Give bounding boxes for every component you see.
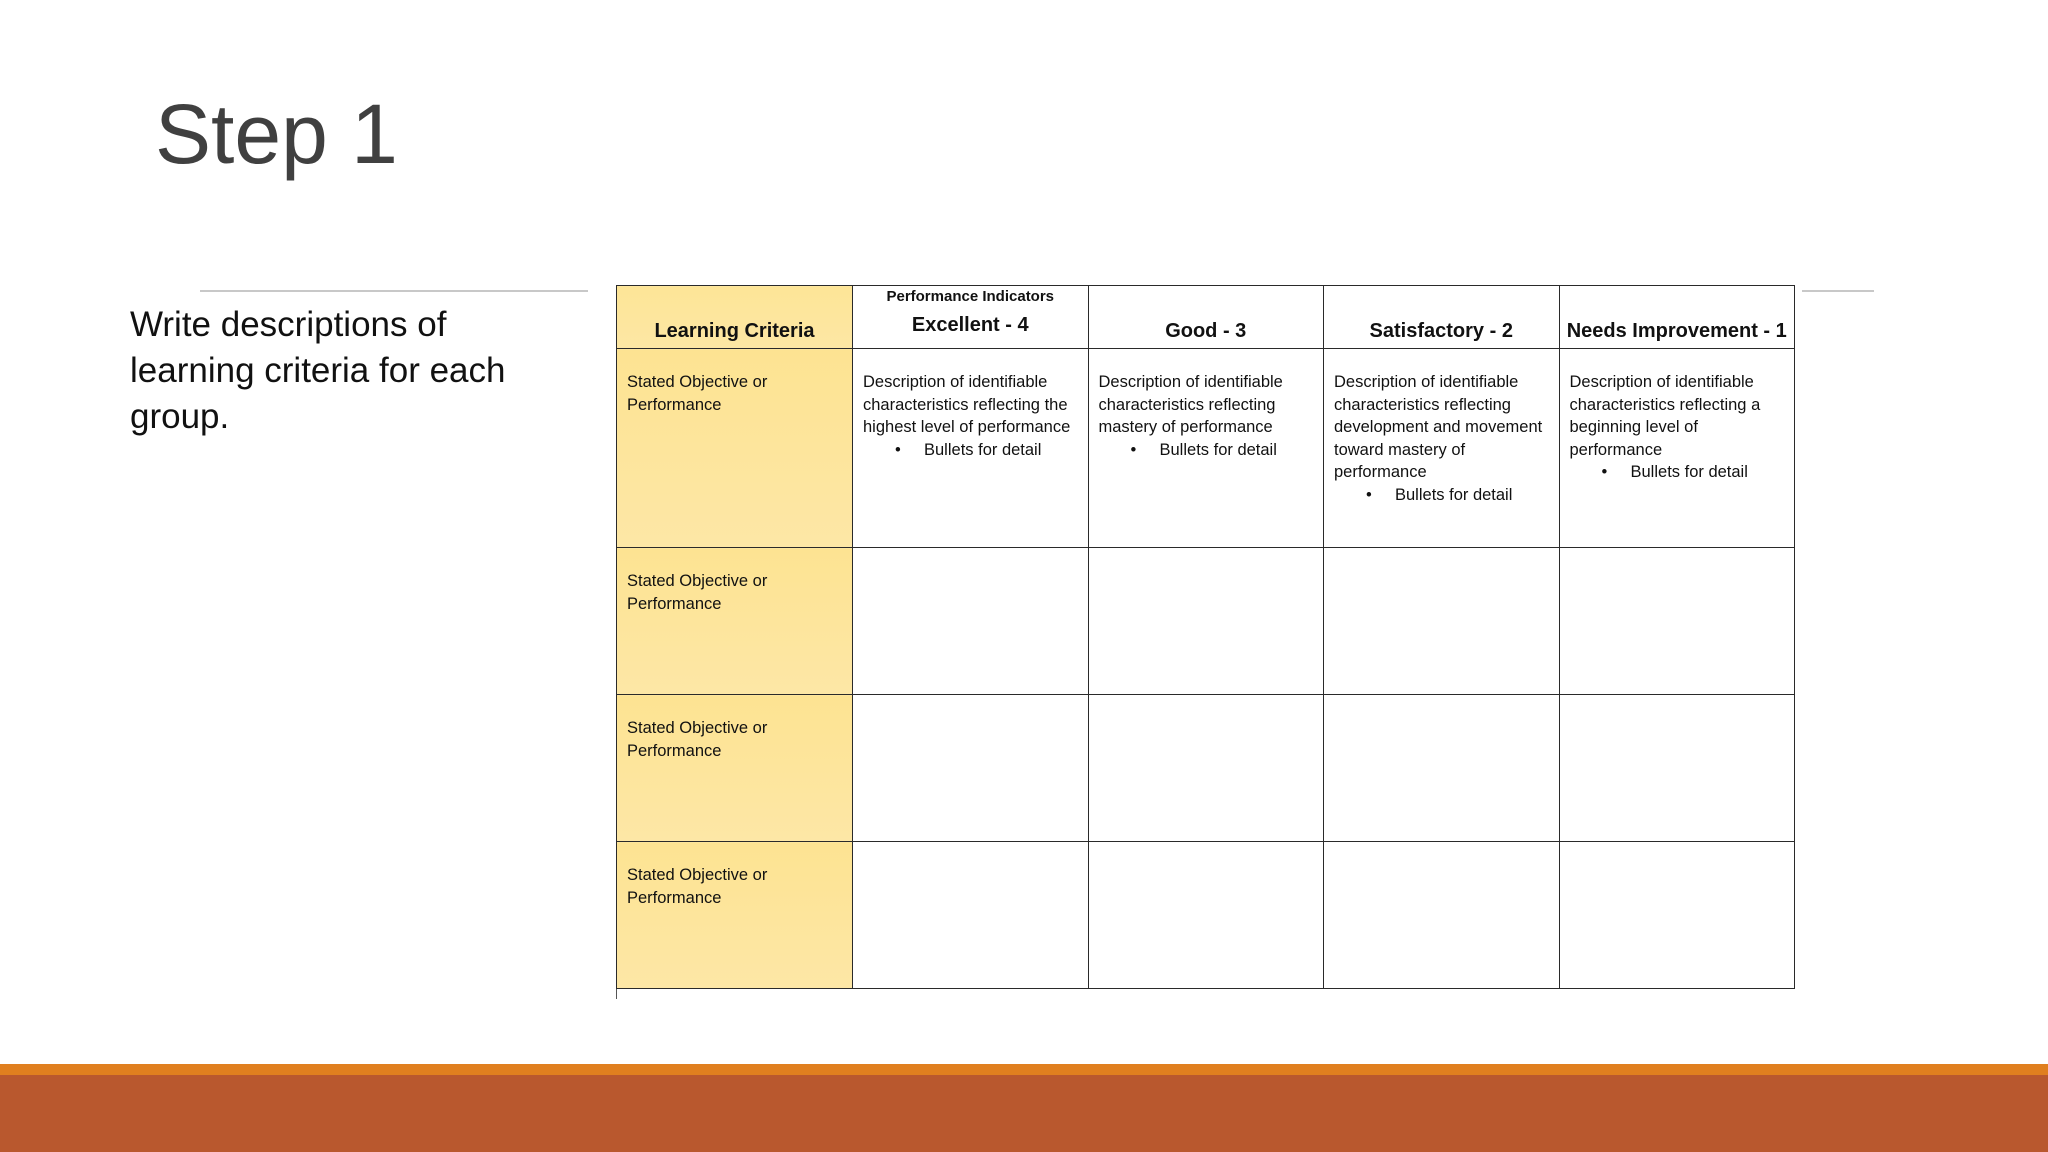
description-cell-satisfactory — [1324, 349, 1560, 548]
empty-cell — [853, 842, 1089, 989]
description-text: Description of identifiable characteristics reflecting development and movement toward mastery of performance — [1334, 373, 1543, 481]
bullet-item — [1570, 461, 1789, 484]
description-cell-good — [1088, 349, 1324, 548]
footer-band — [0, 1075, 2048, 1152]
bullet-text: Bullets for detail — [1630, 463, 1748, 481]
footer-accent-stripe — [0, 1064, 2048, 1075]
bullet-icon: • — [1130, 440, 1137, 459]
description-text: Description of identifiable characteristics reflecting a beginning level of performance — [1569, 373, 1761, 459]
empty-cell — [1088, 695, 1324, 842]
title-divider-left — [200, 290, 588, 292]
image-crop-mark — [616, 989, 617, 999]
header-excellent-label: Excellent - 4 — [911, 314, 1029, 336]
description-text: Description of identifiable characteristics reflecting the highest level of performance — [863, 373, 1071, 436]
header-excellent — [853, 286, 1089, 349]
table-row — [617, 349, 1795, 548]
criterion-cell: Stated Objective or Performance — [617, 349, 853, 548]
description-text: Description of identifiable characteristics reflecting mastery of performance — [1098, 373, 1283, 436]
bullet-icon: • — [1601, 463, 1608, 481]
table-row — [617, 548, 1795, 695]
title-divider-right — [1802, 290, 1874, 292]
header-needs-improvement: Needs Improvement - 1 — [1559, 286, 1795, 349]
description-cell-excellent — [853, 349, 1089, 548]
header-satisfactory: Satisfactory - 2 — [1324, 286, 1560, 349]
bullet-item — [863, 439, 1082, 462]
bullet-text: Bullets for detail — [924, 440, 1042, 459]
criterion-cell: Stated Objective or Performance — [617, 695, 853, 842]
empty-cell — [1559, 548, 1795, 695]
rubric-header-row — [617, 286, 1795, 349]
bullet-item — [1099, 439, 1318, 462]
description-cell-needs-improvement — [1559, 349, 1795, 548]
table-row — [617, 695, 1795, 842]
performance-indicators-label: Performance Indicators — [886, 288, 1055, 305]
slide-body-text: Write descriptions of learning criteria for each group. — [130, 305, 506, 436]
empty-cell — [1324, 548, 1560, 695]
empty-cell — [1324, 695, 1560, 842]
empty-cell — [1324, 842, 1560, 989]
bullet-item — [1334, 484, 1553, 507]
header-learning-criteria: Learning Criteria — [617, 286, 853, 349]
bullet-text: Bullets for detail — [1159, 440, 1277, 459]
empty-cell — [853, 695, 1089, 842]
bullet-icon: • — [1366, 485, 1372, 504]
empty-cell — [853, 548, 1089, 695]
criterion-cell: Stated Objective or Performance — [617, 842, 853, 989]
criterion-cell: Stated Objective or Performance — [617, 548, 853, 695]
rubric-table — [616, 285, 1795, 989]
table-row — [617, 842, 1795, 989]
bullet-text: Bullets for detail — [1395, 485, 1513, 504]
bullet-icon: • — [895, 440, 901, 459]
empty-cell — [1088, 548, 1324, 695]
empty-cell — [1559, 842, 1795, 989]
empty-cell — [1088, 842, 1324, 989]
empty-cell — [1559, 695, 1795, 842]
slide-title: Step 1 — [155, 87, 398, 181]
header-good: Good - 3 — [1088, 286, 1324, 349]
